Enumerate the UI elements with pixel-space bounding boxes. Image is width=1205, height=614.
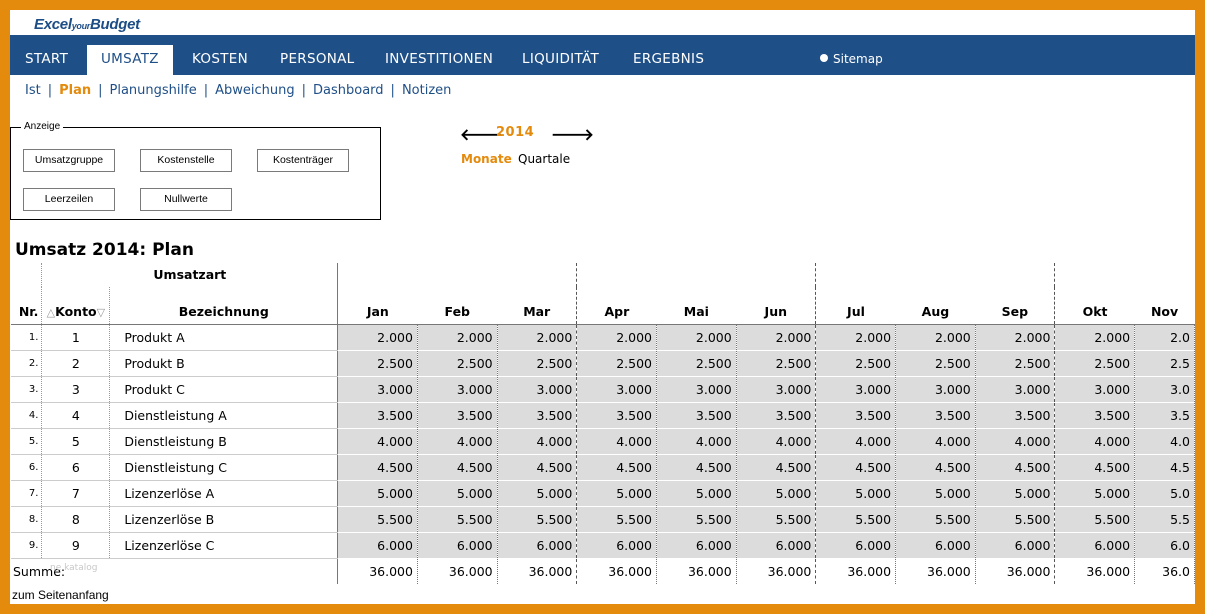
page-frame <box>10 10 1195 604</box>
value-cell[interactable]: 4.500 <box>497 454 577 480</box>
value-cell[interactable]: 5.000 <box>338 480 418 506</box>
nav-item-umsatz[interactable]: UMSATZ <box>87 45 173 75</box>
header-month: Feb <box>417 287 497 324</box>
nullwerte-button[interactable]: Nullwerte <box>140 188 232 211</box>
watermark-text: ne katalog <box>50 563 98 573</box>
row-nr: 5. <box>11 428 42 454</box>
header-month: Jun <box>736 287 816 324</box>
value-cell[interactable]: 5.500 <box>417 506 497 532</box>
umsatz-table <box>11 263 1195 584</box>
value-cell[interactable]: 4.000 <box>816 428 896 454</box>
nav-item-liquiditaet[interactable]: LIQUIDITÄT <box>522 51 599 67</box>
header-month: Apr <box>577 287 657 324</box>
sum-value: 36.000 <box>896 558 976 584</box>
value-cell[interactable]: 3.000 <box>577 376 657 402</box>
row-konto: 2 <box>42 350 110 376</box>
sum-value: 36.000 <box>417 558 497 584</box>
table-row <box>11 480 1195 506</box>
prev-year-arrow-icon[interactable]: 🡐 <box>460 125 503 144</box>
table-row <box>11 506 1195 532</box>
sort-down-icon[interactable]: ▽ <box>96 305 106 319</box>
nav-item-start[interactable]: START <box>25 51 69 67</box>
nav-item-personal[interactable]: PERSONAL <box>280 51 355 67</box>
row-nr: 1. <box>11 324 42 350</box>
header-month: Jul <box>816 287 896 324</box>
value-cell[interactable]: 6.000 <box>1055 532 1135 558</box>
value-cell[interactable]: 3.000 <box>417 376 497 402</box>
row-konto: 6 <box>42 454 110 480</box>
value-cell[interactable]: 6.000 <box>975 532 1055 558</box>
value-cell[interactable]: 5.000 <box>896 480 976 506</box>
row-konto: 1 <box>42 324 110 350</box>
header-month: Mar <box>497 287 577 324</box>
value-cell[interactable]: 4.500 <box>736 454 816 480</box>
sum-value: 36.000 <box>975 558 1055 584</box>
value-cell[interactable]: 2.000 <box>417 324 497 350</box>
table-row <box>11 376 1195 402</box>
row-nr: 3. <box>11 376 42 402</box>
value-cell[interactable]: 3.000 <box>1055 376 1135 402</box>
header-blank <box>11 263 42 287</box>
value-cell[interactable]: 4.000 <box>1055 428 1135 454</box>
year-label: 2014 <box>496 125 535 140</box>
kostenstelle-button[interactable]: Kostenstelle <box>140 149 232 172</box>
leerzeilen-button[interactable]: Leerzeilen <box>23 188 115 211</box>
row-bezeichnung: Produkt C <box>110 376 338 402</box>
value-cell[interactable]: 6.000 <box>338 532 418 558</box>
monate-toggle[interactable]: Monate <box>461 152 512 166</box>
subnav-plan[interactable]: Plan <box>59 83 92 98</box>
sum-value: 36.000 <box>736 558 816 584</box>
value-cell[interactable]: 5.0 <box>1135 480 1195 506</box>
kostentraeger-button[interactable]: Kostenträger <box>257 149 349 172</box>
value-cell[interactable]: 4.500 <box>816 454 896 480</box>
value-cell[interactable]: 3.000 <box>497 376 577 402</box>
sum-value: 36.000 <box>497 558 577 584</box>
value-cell[interactable]: 3.000 <box>338 376 418 402</box>
sum-value: 36.000 <box>577 558 657 584</box>
separator: | <box>47 83 53 98</box>
header-q4 <box>1055 263 1195 287</box>
value-cell[interactable]: 6.000 <box>896 532 976 558</box>
value-cell[interactable]: 3.500 <box>417 402 497 428</box>
value-cell[interactable]: 3.000 <box>975 376 1055 402</box>
value-cell[interactable]: 6.000 <box>736 532 816 558</box>
row-konto: 9 <box>42 532 110 558</box>
sum-value: 36.000 <box>816 558 896 584</box>
header-month: Jan <box>338 287 418 324</box>
anzeige-legend: Anzeige <box>21 121 63 132</box>
value-cell[interactable]: 2.000 <box>657 324 737 350</box>
header-konto-label: Konto <box>55 303 97 319</box>
value-cell[interactable]: 5.000 <box>657 480 737 506</box>
value-cell[interactable]: 4.500 <box>577 454 657 480</box>
separator: | <box>98 83 103 98</box>
row-konto: 3 <box>42 376 110 402</box>
value-cell[interactable]: 4.000 <box>497 428 577 454</box>
row-nr: 6. <box>11 454 42 480</box>
value-cell[interactable]: 5.500 <box>1055 506 1135 532</box>
value-cell[interactable]: 2.000 <box>338 324 418 350</box>
value-cell[interactable]: 4.000 <box>896 428 976 454</box>
value-cell[interactable]: 4.000 <box>975 428 1055 454</box>
value-cell[interactable]: 6.000 <box>577 532 657 558</box>
value-cell[interactable]: 6.000 <box>417 532 497 558</box>
nav-item-investitionen[interactable]: INVESTITIONEN <box>385 51 494 67</box>
value-cell[interactable]: 2.000 <box>975 324 1055 350</box>
sum-value: 36.000 <box>657 558 737 584</box>
nav-item-kosten[interactable]: KOSTEN <box>192 51 248 67</box>
sub-nav <box>25 83 451 98</box>
value-cell[interactable]: 4.500 <box>1055 454 1135 480</box>
value-cell[interactable]: 3.500 <box>896 402 976 428</box>
row-bezeichnung: Produkt A <box>110 324 338 350</box>
value-cell[interactable]: 5.000 <box>816 480 896 506</box>
logo-text-budget: Budget <box>90 16 140 33</box>
row-nr: 9. <box>11 532 42 558</box>
value-cell[interactable]: 5.000 <box>1055 480 1135 506</box>
value-cell[interactable]: 4.000 <box>577 428 657 454</box>
subnav-ist[interactable]: Ist <box>25 83 41 98</box>
table-row <box>11 532 1195 558</box>
value-cell[interactable]: 5.000 <box>975 480 1055 506</box>
value-cell[interactable]: 2.5 <box>1135 350 1195 376</box>
subnav-notizen[interactable]: Notizen <box>401 83 452 98</box>
value-cell[interactable]: 2.000 <box>736 324 816 350</box>
value-cell[interactable]: 3.0 <box>1135 376 1195 402</box>
value-cell[interactable]: 5.500 <box>577 506 657 532</box>
row-bezeichnung: Lizenzerlöse C <box>110 532 338 558</box>
value-cell[interactable]: 2.500 <box>1055 350 1135 376</box>
value-cell[interactable]: 5.500 <box>338 506 418 532</box>
value-cell[interactable]: 2.500 <box>896 350 976 376</box>
table-row <box>11 402 1195 428</box>
value-cell[interactable]: 5.000 <box>497 480 577 506</box>
value-cell[interactable]: 4.000 <box>417 428 497 454</box>
value-cell[interactable]: 5.000 <box>736 480 816 506</box>
header-nr: Nr. <box>11 287 42 324</box>
value-cell[interactable]: 3.500 <box>497 402 577 428</box>
value-cell[interactable]: 5.500 <box>975 506 1055 532</box>
value-cell[interactable]: 2.500 <box>816 350 896 376</box>
page-title: Umsatz 2014: Plan <box>15 240 194 260</box>
value-cell[interactable]: 5.000 <box>417 480 497 506</box>
umsatzgruppe-button[interactable]: Umsatzgruppe <box>23 149 115 172</box>
value-cell[interactable]: 5.000 <box>577 480 657 506</box>
row-bezeichnung: Dienstleistung B <box>110 428 338 454</box>
value-cell[interactable]: 3.500 <box>975 402 1055 428</box>
sort-up-icon[interactable]: △ <box>46 305 56 319</box>
separator: | <box>301 83 307 98</box>
value-cell[interactable]: 2.000 <box>896 324 976 350</box>
header-bezeichnung: Bezeichnung <box>110 287 338 324</box>
row-nr: 8. <box>11 506 42 532</box>
row-bezeichnung: Produkt B <box>110 350 338 376</box>
header-month: Aug <box>896 287 976 324</box>
value-cell[interactable]: 4.000 <box>338 428 418 454</box>
value-cell[interactable]: 6.000 <box>816 532 896 558</box>
value-cell[interactable]: 3.5 <box>1135 402 1195 428</box>
sitemap-link[interactable] <box>820 52 883 66</box>
row-bezeichnung: Lizenzerlöse B <box>110 506 338 532</box>
value-cell[interactable]: 5.500 <box>896 506 976 532</box>
value-cell[interactable]: 2.500 <box>497 350 577 376</box>
value-cell[interactable]: 2.500 <box>975 350 1055 376</box>
sum-value: 36.000 <box>1055 558 1135 584</box>
anzeige-group <box>10 121 381 220</box>
back-to-top-link[interactable]: zum Seitenanfang <box>12 588 109 602</box>
row-bezeichnung: Dienstleistung C <box>110 454 338 480</box>
value-cell[interactable]: 2.500 <box>338 350 418 376</box>
header-umsatzart: Umsatzart <box>42 263 338 287</box>
subnav-dashboard[interactable]: Dashboard <box>313 83 384 98</box>
value-cell[interactable]: 3.500 <box>577 402 657 428</box>
value-cell[interactable]: 2.500 <box>577 350 657 376</box>
logo[interactable] <box>34 16 140 33</box>
main-nav <box>10 35 1195 75</box>
value-cell[interactable]: 4.000 <box>657 428 737 454</box>
value-cell[interactable]: 3.000 <box>657 376 737 402</box>
value-cell[interactable]: 5.500 <box>657 506 737 532</box>
value-cell[interactable]: 2.500 <box>657 350 737 376</box>
next-year-arrow-icon[interactable]: 🡒 <box>551 125 594 144</box>
sum-label: Summe: <box>11 558 338 584</box>
value-cell[interactable]: 3.500 <box>338 402 418 428</box>
header-month: Okt <box>1055 287 1135 324</box>
value-cell[interactable]: 6.000 <box>657 532 737 558</box>
sum-value: 36.000 <box>338 558 418 584</box>
table-body <box>11 324 1195 584</box>
value-cell[interactable]: 2.000 <box>816 324 896 350</box>
value-cell[interactable]: 3.500 <box>1055 402 1135 428</box>
header-konto[interactable] <box>42 287 110 324</box>
table-row <box>11 428 1195 454</box>
row-nr: 4. <box>11 402 42 428</box>
value-cell[interactable]: 4.500 <box>896 454 976 480</box>
header-q2 <box>577 263 816 287</box>
row-konto: 5 <box>42 428 110 454</box>
logo-text-your: your <box>71 21 91 31</box>
quartale-toggle[interactable]: Quartale <box>518 152 571 166</box>
header-month: Mai <box>657 287 737 324</box>
value-cell[interactable]: 4.500 <box>657 454 737 480</box>
value-cell[interactable]: 4.0 <box>1135 428 1195 454</box>
value-cell[interactable]: 5.500 <box>816 506 896 532</box>
header-row-2 <box>11 287 1195 324</box>
header-q3 <box>816 263 1055 287</box>
value-cell[interactable]: 2.000 <box>577 324 657 350</box>
header-q1 <box>338 263 577 287</box>
separator: | <box>390 83 395 98</box>
value-cell[interactable]: 3.500 <box>736 402 816 428</box>
value-cell[interactable]: 6.000 <box>497 532 577 558</box>
table-row <box>11 324 1195 350</box>
subnav-abweichung[interactable]: Abweichung <box>215 83 295 98</box>
logo-text-excel: Excel <box>34 16 72 33</box>
value-cell[interactable]: 4.5 <box>1135 454 1195 480</box>
value-cell[interactable]: 6.0 <box>1135 532 1195 558</box>
value-cell[interactable]: 2.500 <box>736 350 816 376</box>
value-cell[interactable]: 2.000 <box>1055 324 1135 350</box>
sum-value: 36.0 <box>1135 558 1195 584</box>
value-cell[interactable]: 4.000 <box>736 428 816 454</box>
value-cell[interactable]: 3.500 <box>657 402 737 428</box>
table-row <box>11 350 1195 376</box>
header-row-1 <box>11 263 1195 287</box>
value-cell[interactable]: 3.000 <box>816 376 896 402</box>
value-cell[interactable]: 3.000 <box>896 376 976 402</box>
subnav-planungshilfe[interactable]: Planungshilfe <box>109 83 197 98</box>
row-nr: 7. <box>11 480 42 506</box>
value-cell[interactable]: 5.5 <box>1135 506 1195 532</box>
row-konto: 7 <box>42 480 110 506</box>
header-month: Sep <box>975 287 1055 324</box>
value-cell[interactable]: 3.500 <box>816 402 896 428</box>
value-cell[interactable]: 5.500 <box>736 506 816 532</box>
value-cell[interactable]: 3.000 <box>736 376 816 402</box>
nav-item-ergebnis[interactable]: ERGEBNIS <box>633 51 705 67</box>
row-bezeichnung: Dienstleistung A <box>110 402 338 428</box>
separator: | <box>203 83 209 98</box>
sum-row <box>11 558 1195 584</box>
table-row <box>11 454 1195 480</box>
header-month: Nov <box>1135 287 1195 324</box>
bullet-icon <box>820 54 828 62</box>
value-cell[interactable]: 5.500 <box>497 506 577 532</box>
value-cell[interactable]: 4.500 <box>338 454 418 480</box>
row-konto: 4 <box>42 402 110 428</box>
row-bezeichnung: Lizenzerlöse A <box>110 480 338 506</box>
value-cell[interactable]: 4.500 <box>417 454 497 480</box>
value-cell[interactable]: 2.000 <box>497 324 577 350</box>
row-nr: 2. <box>11 350 42 376</box>
row-konto: 8 <box>42 506 110 532</box>
value-cell[interactable]: 2.500 <box>417 350 497 376</box>
sitemap-label: Sitemap <box>833 52 883 66</box>
value-cell[interactable]: 2.0 <box>1135 324 1195 350</box>
value-cell[interactable]: 4.500 <box>975 454 1055 480</box>
